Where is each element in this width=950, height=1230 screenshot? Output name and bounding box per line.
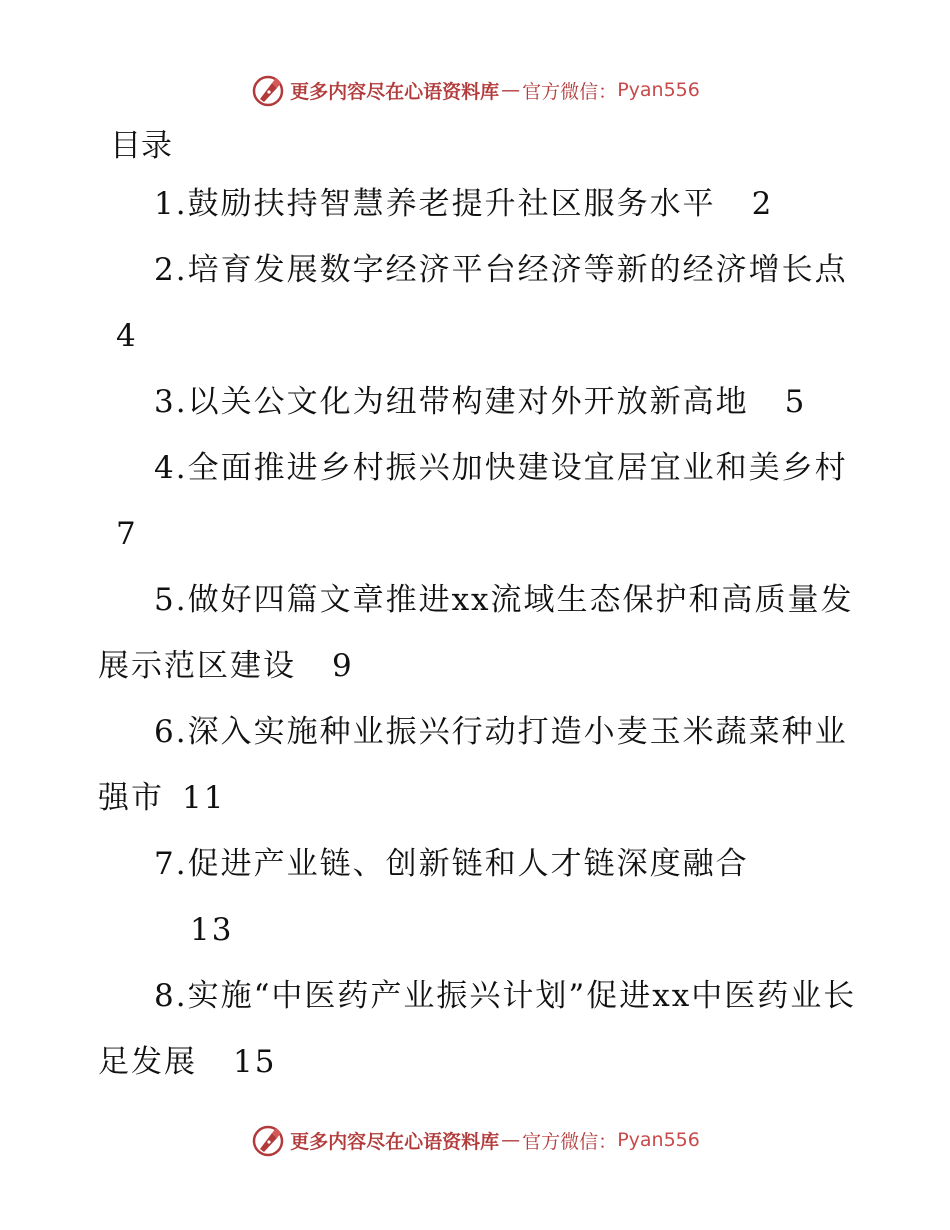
banner-wechat-id: Pyan556 bbox=[617, 79, 700, 101]
toc-entry-page: 7 bbox=[116, 516, 138, 552]
toc-entry-text: 1.鼓励扶持智慧养老提升社区服务水平 bbox=[154, 186, 716, 222]
banner-separator: — bbox=[501, 1129, 521, 1151]
toc-entry-text: 4.全面推进乡村振兴加快建设宜居宜业和美乡村 bbox=[154, 450, 848, 486]
toc-entry-text: 6.深入实施种业振兴行动打造小麦玉米蔬菜种业强市 bbox=[98, 714, 848, 816]
banner-wechat-id: Pyan556 bbox=[617, 1129, 700, 1151]
toc-entry-page: 11 bbox=[182, 780, 226, 816]
toc-entry-page: 5 bbox=[784, 384, 807, 420]
pen-nib-icon bbox=[250, 1122, 286, 1158]
toc-entry-7 bbox=[98, 831, 858, 963]
banner-wechat-label: 官方微信： bbox=[522, 1130, 618, 1153]
toc-entry-3 bbox=[98, 369, 858, 435]
toc-entry-page: 15 bbox=[233, 1044, 277, 1080]
footer-watermark-banner bbox=[0, 1120, 950, 1160]
toc-entry-text: 8.实施“中医药产业振兴计划”促进xx中医药业长足发展 bbox=[98, 978, 857, 1080]
pen-nib-icon bbox=[250, 72, 286, 108]
toc-entry-page: 9 bbox=[332, 648, 354, 684]
toc-entry-4 bbox=[98, 435, 858, 567]
banner-wechat-label: 官方微信： bbox=[522, 80, 618, 103]
banner-separator: — bbox=[501, 79, 521, 101]
toc-entry-5 bbox=[98, 567, 858, 699]
toc-entry-page: 2 bbox=[751, 186, 774, 222]
table-of-contents bbox=[98, 171, 858, 1095]
toc-entry-text: 3.以关公文化为纽带构建对外开放新高地 bbox=[154, 384, 749, 420]
banner-main-text: 更多内容尽在心语资料库 bbox=[290, 80, 500, 103]
banner-main-text: 更多内容尽在心语资料库 bbox=[290, 1130, 500, 1153]
toc-entry-6 bbox=[98, 699, 858, 831]
toc-entry-text: 5.做好四篇文章推进xx流域生态保护和高质量发展示范区建设 bbox=[98, 582, 854, 684]
toc-entry-8 bbox=[98, 963, 858, 1095]
toc-title: 目录 bbox=[110, 128, 172, 164]
toc-entry-1 bbox=[98, 171, 858, 237]
toc-entry-page: 13 bbox=[190, 912, 234, 948]
toc-entry-2 bbox=[98, 237, 858, 369]
toc-entry-text: 7.促进产业链、创新链和人才链深度融合 bbox=[154, 846, 749, 882]
header-watermark-banner bbox=[0, 70, 950, 110]
toc-entry-text: 2.培育发展数字经济平台经济等新的经济增长点 bbox=[154, 252, 848, 288]
toc-entry-page: 4 bbox=[116, 318, 138, 354]
